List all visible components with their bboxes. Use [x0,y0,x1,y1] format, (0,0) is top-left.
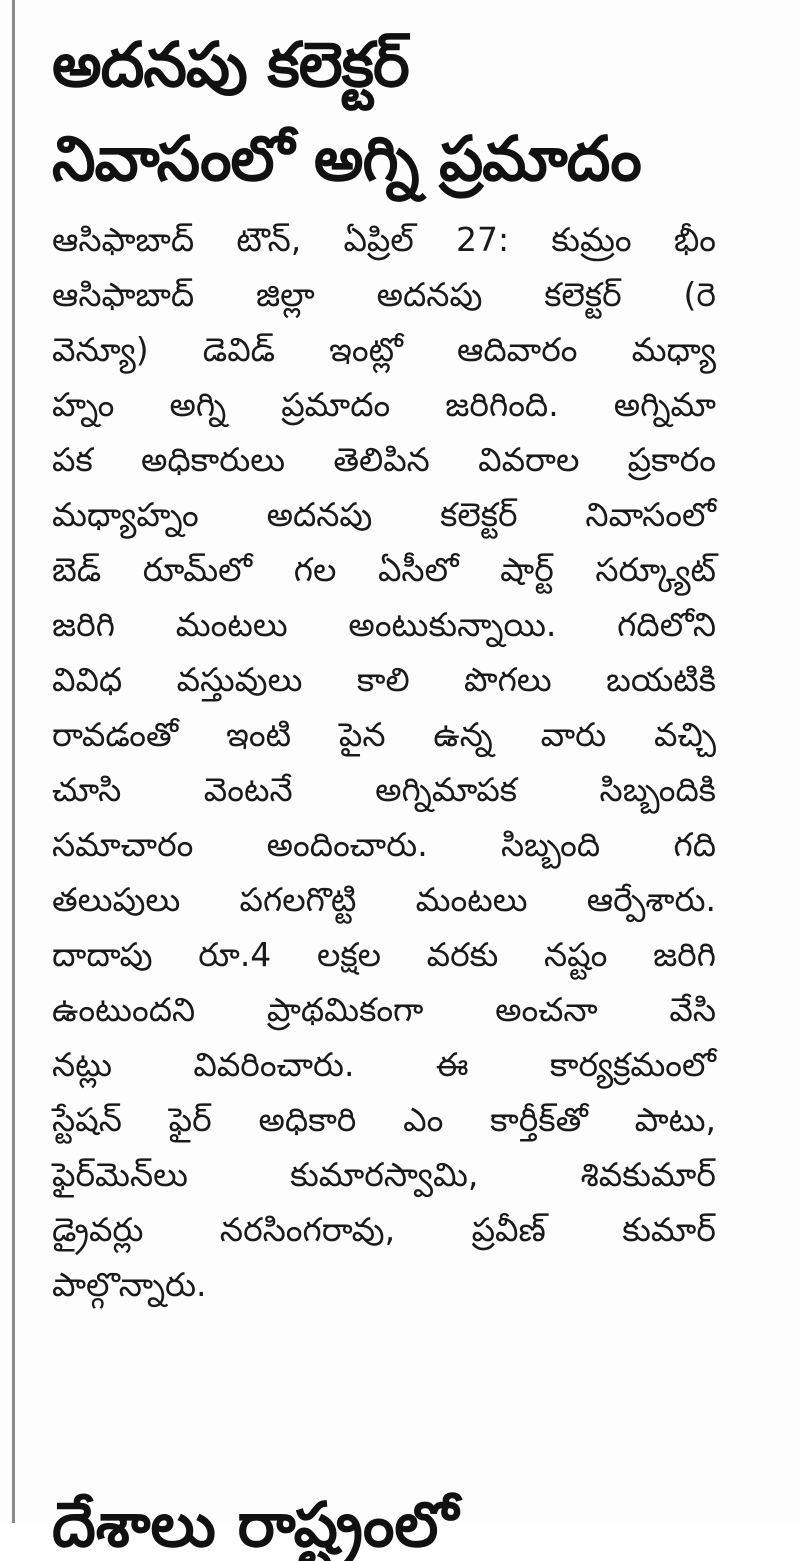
body-line: మధ్యాహ్నం అదనపు కలెక్టర్ నివాసంలో [52,495,716,534]
headline-line-2: నివాసంలో అగ్ని ప్రమాదం [52,122,641,195]
article-headline [52,18,732,206]
next-article-headline-partial: దేశాలు రాష్ట్రంలో [52,1488,459,1561]
body-line: ఫైర్‌మెన్‌లు కుమారస్వామి, శివకుమార్ [52,1155,716,1194]
body-line: చూసి వెంటనే అగ్నిమాపక సిబ్బందికి [52,770,716,809]
headline-line-1: అదనపు కలెక్టర్ [52,28,409,101]
body-line: ఉంటుందని ప్రాథమికంగా అంచనా వేసి [52,990,716,1029]
body-line: బెడ్ రూమ్‌లో గల ఏసీలో షార్ట్ సర్క్యూట్ [52,550,716,589]
body-line: డ్రైవర్లు నరసింగరావు, ప్రవీణ్ కుమార్ [52,1210,716,1249]
body-line: తలుపులు పగలగొట్టి మంటలు ఆర్పేశారు. [52,880,716,919]
body-line: జరిగి మంటలు అంటుకున్నాయి. గదిలోని [52,605,716,644]
article-body [52,212,732,1312]
body-line: నట్లు వివరించారు. ఈ కార్యక్రమంలో [52,1045,716,1084]
body-line: స్టేషన్ ఫైర్ అధికారి ఎం కార్తీక్‌తో పాటు, [52,1100,716,1139]
body-line: ఆసిఫాబాద్ జిల్లా అదనపు కలెక్టర్ (రె [52,275,716,314]
body-line: ఆసిఫాబాద్ టౌన్, ఏప్రిల్ 27: కుమ్రం భీం [52,220,716,259]
body-line-last: పాల్గొన్నారు. [52,1265,207,1304]
body-line: సమాచారం అందించారు. సిబ్బంది గది [52,825,716,864]
body-line: వివిధ వస్తువులు కాలి పొగలు బయటికి [52,660,716,699]
body-line: హ్నం అగ్ని ప్రమాదం జరిగింది. అగ్నిమా [52,385,716,424]
body-line: దాదాపు రూ.4 లక్షల వరకు నష్టం జరిగి [52,935,716,974]
news-article [52,18,732,1312]
body-line: పక అధికారులు తెలిపిన వివరాల ప్రకారం [52,440,716,479]
column-rule [12,0,15,1523]
body-line: వెన్యూ) డెవిడ్ ఇంట్లో ఆదివారం మధ్యా [52,330,716,369]
body-line: రావడంతో ఇంటి పైన ఉన్న వారు వచ్చి [52,715,716,754]
